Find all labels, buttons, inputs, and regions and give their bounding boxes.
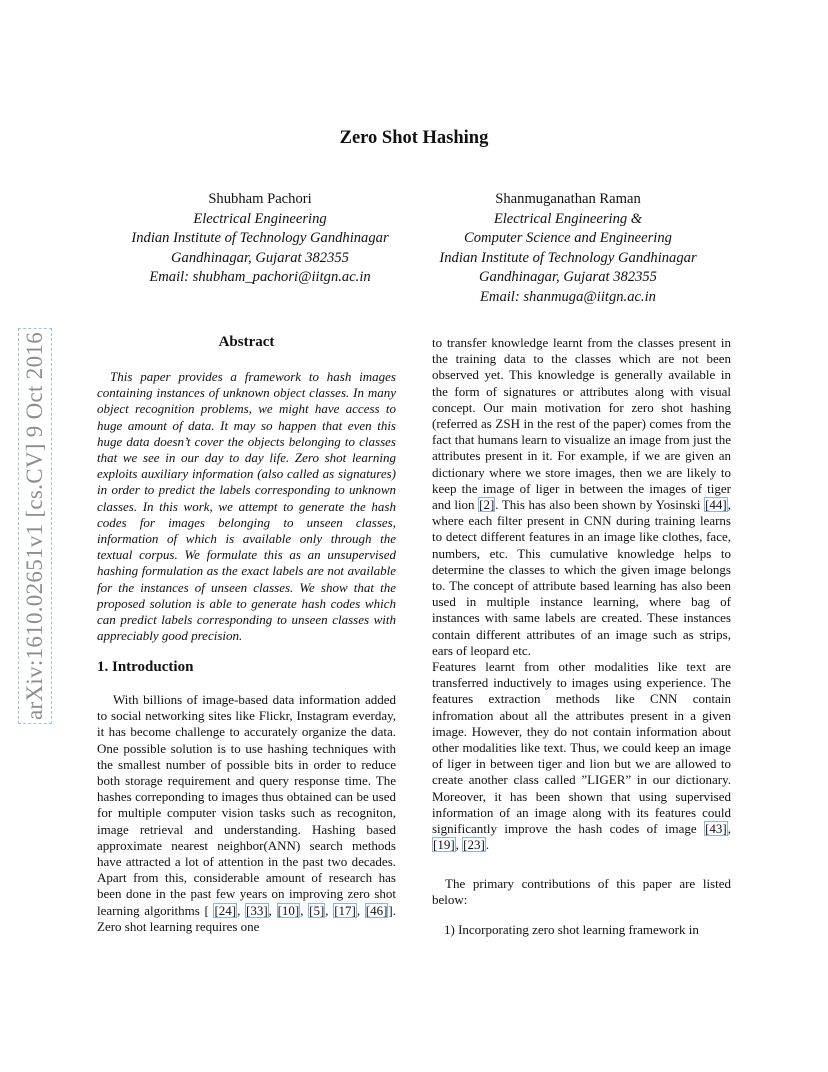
intro-paragraph-continued: to transfer knowledge learnt from the classes present in the training data to the classes which are not been observed yet. This knowledge is generally available in the form of signatures or attributes along with visual concept. Our main motivation for zero shot hashing (referred as ZSH in the rest of the paper) comes from the fact that humans learn to visualize an image from just the attributes present in it. For example, if we are given an dictionary where we store images, then we are likely to keep the image of liger in between the images of tiger and lion [2]. This has also been shown by Yosinski [44], where each filter present in CNN during training learns to detect different features in an image like clothes, face, numbers, etc. This cumulative knowledge helps to determine the classes to which the given image belongs to. The concept of attribute based learning has also been used in multiple instance learning, where bag of instances with same labels are created. These instances contain different attributes of an image such as strips, ears of leopard etc. [432,335,731,658]
citation-link[interactable]: [10] [277,902,300,918]
author-affiliation-line: Gandhinagar, Gujarat 382355 [479,269,657,285]
author-affiliation-line: Indian Institute of Technology Gandhinagar [439,249,697,266]
citation-link[interactable]: [5] [309,902,325,918]
abstract-heading: Abstract [218,334,275,350]
author-affiliation-line: Computer Science and Engineering [464,230,672,246]
intro-paragraph-1: With billions of image-based data information added to social networking sites like Flickr, Instagram everday, it has become challenge to accurately organize the data. One possible solution is to use hashing techniques with the smallest number of possible bits in order to reduce both storage requirement and query response time. The hashes correponding to images thus obtained can be used for multiple computer vision tasks such as recogniton, image retrieval and understanding. Hashing based approximate nearest neighbor(ANN) search methods have attracted a lot of attention in the past two decades. Apart from this, considerable amount of research has been done in the past few years on improving zero shot learning algorithms [ [24], [33], [10], [5], [17], [46]]. Zero shot learning requires one [97,692,397,934]
author-email[interactable]: Email: shubham_pachori@iitgn.ac.in [149,269,371,285]
author-affiliation-line: Gandhinagar, Gujarat 382355 [171,249,349,266]
intro-paragraph-2: Features learnt from other modalities like text are transferred inductively to images using experience. The features extraction methods like CNN contain infromation about all the attributes present in a given image. However, they do not contain information about other modalities like text. Thus, we could keep an image of liger in between tiger and lion but we are allowed to create another class called ”LIGER” in our dictionary. Moreover, it has been shown that using supervised information of an image along with its features could significantly improve the hash codes of image [43], [19], [23]. [432,659,731,853]
abstract-text: This paper provides a framework to hash images containing instances of unknown object classes. In many object recognition problems, we might have access to huge amount of data. It may so happen that even this huge data doesn’t cover the objects belonging to classes that we see in our day to day life. Zero shot learning exploits auxiliary information (also called as signatures) in order to predict the labels corresponding to unknown classes. In this work, we attempt to generate the hash codes for images belonging to unseen classes, information of which is available only through the textual corpus. We formulate this as an unsupervised hashing formulation as the exact labels are not available for the instances of unseen classes. We show that the proposed solution is able to generate hash codes which can predict labels corresponding to unseen classes with appreciably good precision. [97,369,396,644]
contribution-list-item: 1) Incorporating zero shot learning framework in [444,921,699,937]
citation-link[interactable]: [43] [705,821,727,837]
right-column [432,335,731,938]
citation-link[interactable]: [33] [246,902,268,918]
author-block-1 [100,190,420,288]
author-affiliation-line: Electrical Engineering [193,210,327,227]
citation-link[interactable]: [46] [365,902,388,918]
citation-link[interactable]: [19] [433,837,455,853]
arxiv-identifier-stamp: arXiv:1610.02651v1 [cs.CV] 9 Oct 2016 [22,332,47,720]
author-block-2 [410,190,726,307]
author-name: Shanmuganathan Raman [495,191,641,207]
citation-link[interactable]: [24] [214,902,237,918]
contributions-intro: The primary contributions of this paper are listed below: [432,875,731,907]
author-name: Shubham Pachori [208,191,312,207]
section-heading-introduction: 1. Introduction [97,659,194,675]
citation-link[interactable]: [23] [463,837,485,853]
paper-title: Zero Shot Hashing [339,128,489,148]
author-affiliation-line: Indian Institute of Technology Gandhinagar [131,230,389,246]
author-email[interactable]: Email: shanmuga@iitgn.ac.in [480,288,656,305]
author-affiliation-line: Electrical Engineering & [493,210,643,227]
citation-link[interactable]: [17] [334,902,356,918]
citation-link[interactable]: [2] [479,497,495,513]
citation-link[interactable]: [44] [705,497,727,513]
